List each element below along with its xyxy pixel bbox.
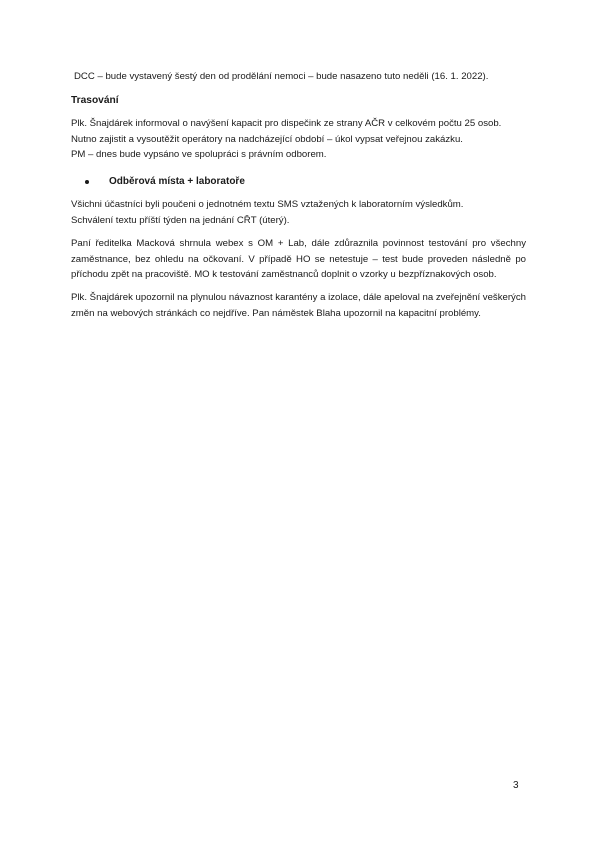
text-line: Schválení textu příští týden na jednání CŘT (úterý). <box>71 214 290 226</box>
paragraph-trasovani <box>71 116 526 163</box>
text-line: Nutno zajistit a vysoutěžit operátory na nadcházející období – úkol vypsat veřejnou zakázku. <box>71 133 463 145</box>
paragraph-dcc: DCC – bude vystavený šestý den od prodělání nemoci – bude nasazeno tuto neděli (16. 1. 2022). <box>74 71 489 82</box>
paragraph-sms <box>71 197 526 228</box>
heading-trasovani: Trasování <box>71 95 119 106</box>
paragraph-mackova: Paní ředitelka Macková shrnula webex s OM + Lab, dále zdůraznila povinnost testování pro všechny zaměstnance, bez ohledu na očkovaní. V případě HO se netestuje – test bude proveden následně po příchodu zpět na pracoviště. MO k testování zaměstnanců doplnit o vzorky u bezpříznakových osob. <box>71 238 526 281</box>
bullet-heading: Odběrová místa + laboratoře <box>109 176 245 187</box>
text-line: Všichni účastníci byli poučeni o jednotném textu SMS vztažených k laboratorním výsledkům. <box>71 199 464 210</box>
paragraph-snajdarek: Plk. Šnajdárek upozornil na plynulou návaznost karantény a izolace, dále apeloval na zveřejnění veškerých změn na webových stránkách co nejdříve. Pan náměstek Blaha upozornil na kapacitní problémy. <box>71 292 526 319</box>
bullet-item-odberova-mista <box>85 174 245 190</box>
bullet-icon <box>85 180 89 184</box>
text-line: Plk. Šnajdárek informoval o navýšení kapacit pro dispečink ze strany AČR v celkovém počtu 25 osob. <box>71 118 502 129</box>
text-line: PM – dnes bude vypsáno ve spolupráci s právním odborem. <box>71 149 327 161</box>
page-number: 3 <box>513 780 519 791</box>
